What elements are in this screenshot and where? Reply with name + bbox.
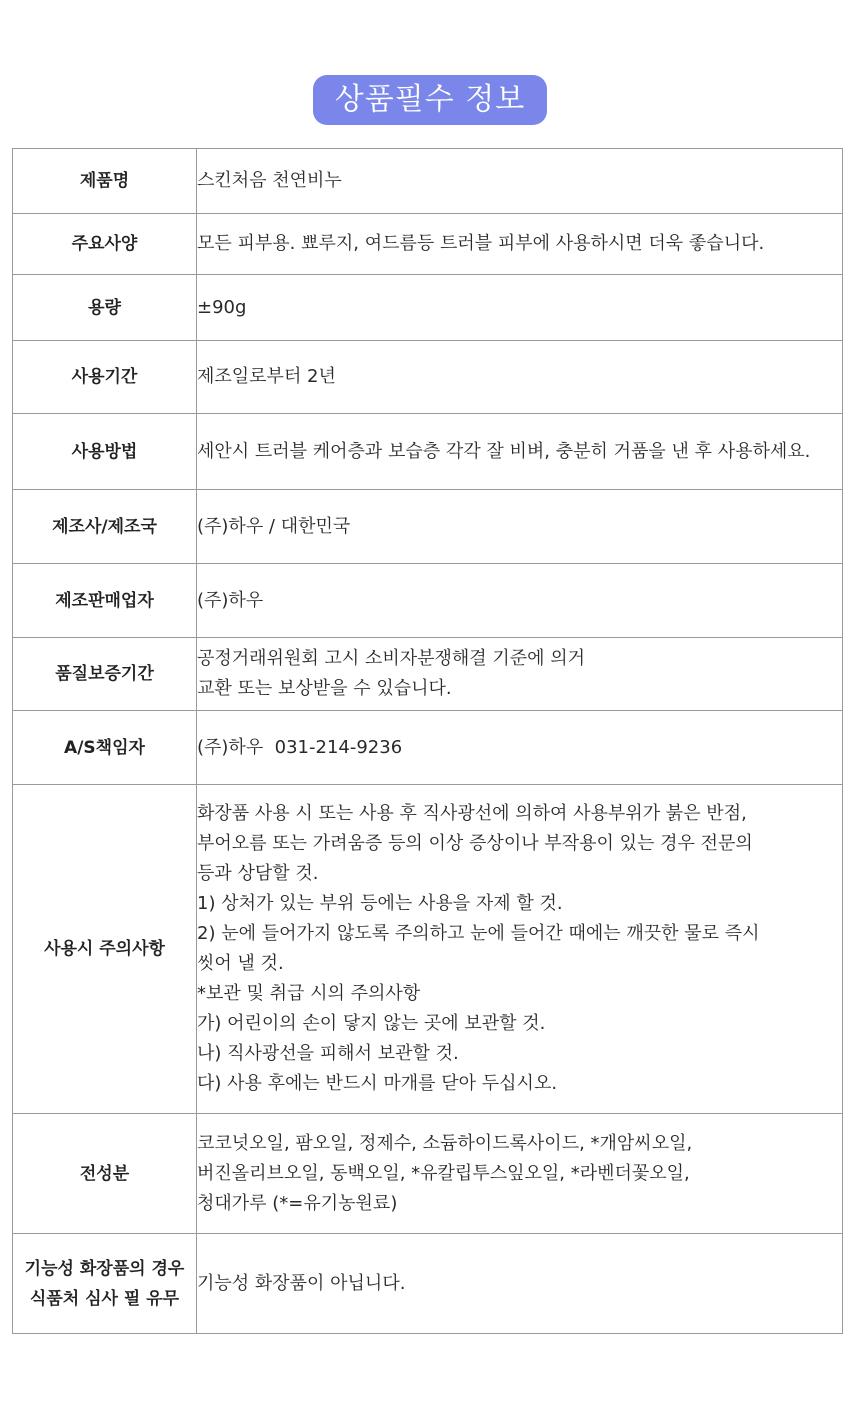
value-line: 등과 상담할 것. [197,863,319,884]
value-line: 나) 직사광선을 피해서 보관할 것. [197,1043,459,1064]
row-label: 전성분 [13,1114,197,1234]
row-value [197,564,843,638]
table-row [13,149,843,214]
table-row [13,711,843,785]
table-row [13,1234,843,1334]
value-line: (주)하우 [197,589,264,611]
table-row [13,564,843,638]
row-value [197,490,843,564]
row-value [197,275,843,341]
value-line: 부어오름 또는 가려움증 등의 이상 증상이나 부작용이 있는 경우 전문의 [197,833,753,854]
row-label: 품질보증기간 [13,638,197,711]
row-value [197,214,843,275]
title-wrap [0,75,860,125]
value-line: 제조일로부터 2년 [197,366,336,387]
row-label: 제품명 [13,149,197,214]
row-label: 사용시 주의사항 [13,785,197,1114]
value-line: 가) 어린이의 손이 닿지 않는 곳에 보관할 것. [197,1013,546,1034]
row-label: 사용기간 [13,341,197,414]
product-info-table [12,148,843,1334]
value-line: 공정거래위원회 고시 소비자분쟁해결 기준에 의거 [197,648,586,669]
table-row [13,414,843,490]
table-row [13,638,843,711]
value-line: 모든 피부용. 뾰루지, 여드름등 트러블 피부에 사용하시면 더욱 좋습니다. [197,233,765,254]
table-row [13,341,843,414]
table-row [13,1114,843,1234]
value-line: 화장품 사용 시 또는 사용 후 직사광선에 의하여 사용부위가 붉은 반점, [197,803,747,824]
value-line: 교환 또는 보상받을 수 있습니다. [197,678,452,699]
row-label: 제조사/제조국 [13,490,197,564]
value-line: 코코넛오일, 팜오일, 정제수, 소듐하이드록사이드, *개암씨오일, [197,1132,693,1154]
row-label: 제조판매업자 [13,564,197,638]
value-line: *보관 및 취급 시의 주의사항 [197,983,421,1004]
value-line: 다) 사용 후에는 반드시 마개를 닫아 두십시오. [197,1073,558,1094]
table-row [13,785,843,1114]
row-label: A/S책임자 [13,711,197,785]
row-value [197,785,843,1114]
table-row [13,490,843,564]
value-line: ±90g [197,296,247,318]
row-value [197,1114,843,1234]
value-line: 세안시 트러블 케어층과 보습층 각각 잘 비벼, 충분히 거품을 낸 후 사용하세요. [197,440,811,462]
row-label: 기능성 화장품의 경우 식품처 심사 필 유무 [13,1234,197,1334]
row-value [197,711,843,785]
row-value [197,414,843,490]
row-value [197,341,843,414]
row-value [197,149,843,214]
table-row [13,214,843,275]
row-label: 주요사양 [13,214,197,275]
value-line: 2) 눈에 들어가지 않도록 주의하고 눈에 들어간 때에는 깨끗한 물로 즉시 [197,923,760,944]
value-line: 씻어 낼 것. [197,953,284,974]
value-line: 스킨처음 천연비누 [197,170,342,191]
value-line: 기능성 화장품이 아닙니다. [197,1272,406,1294]
table-row [13,275,843,341]
row-label: 용량 [13,275,197,341]
row-value [197,1234,843,1334]
value-line: (주)하우 / 대한민국 [197,515,351,537]
value-line: 1) 상처가 있는 부위 등에는 사용을 자제 할 것. [197,893,563,914]
page-title: 상품필수 정보 [313,75,547,125]
row-value [197,638,843,711]
row-label: 사용방법 [13,414,197,490]
value-line: 청대가루 (*=유기농원료) [197,1192,398,1214]
value-line: (주)하우 031-214-9236 [197,736,403,758]
value-line: 버진올리브오일, 동백오일, *유칼립투스잎오일, *라벤더꽃오일, [197,1162,690,1184]
